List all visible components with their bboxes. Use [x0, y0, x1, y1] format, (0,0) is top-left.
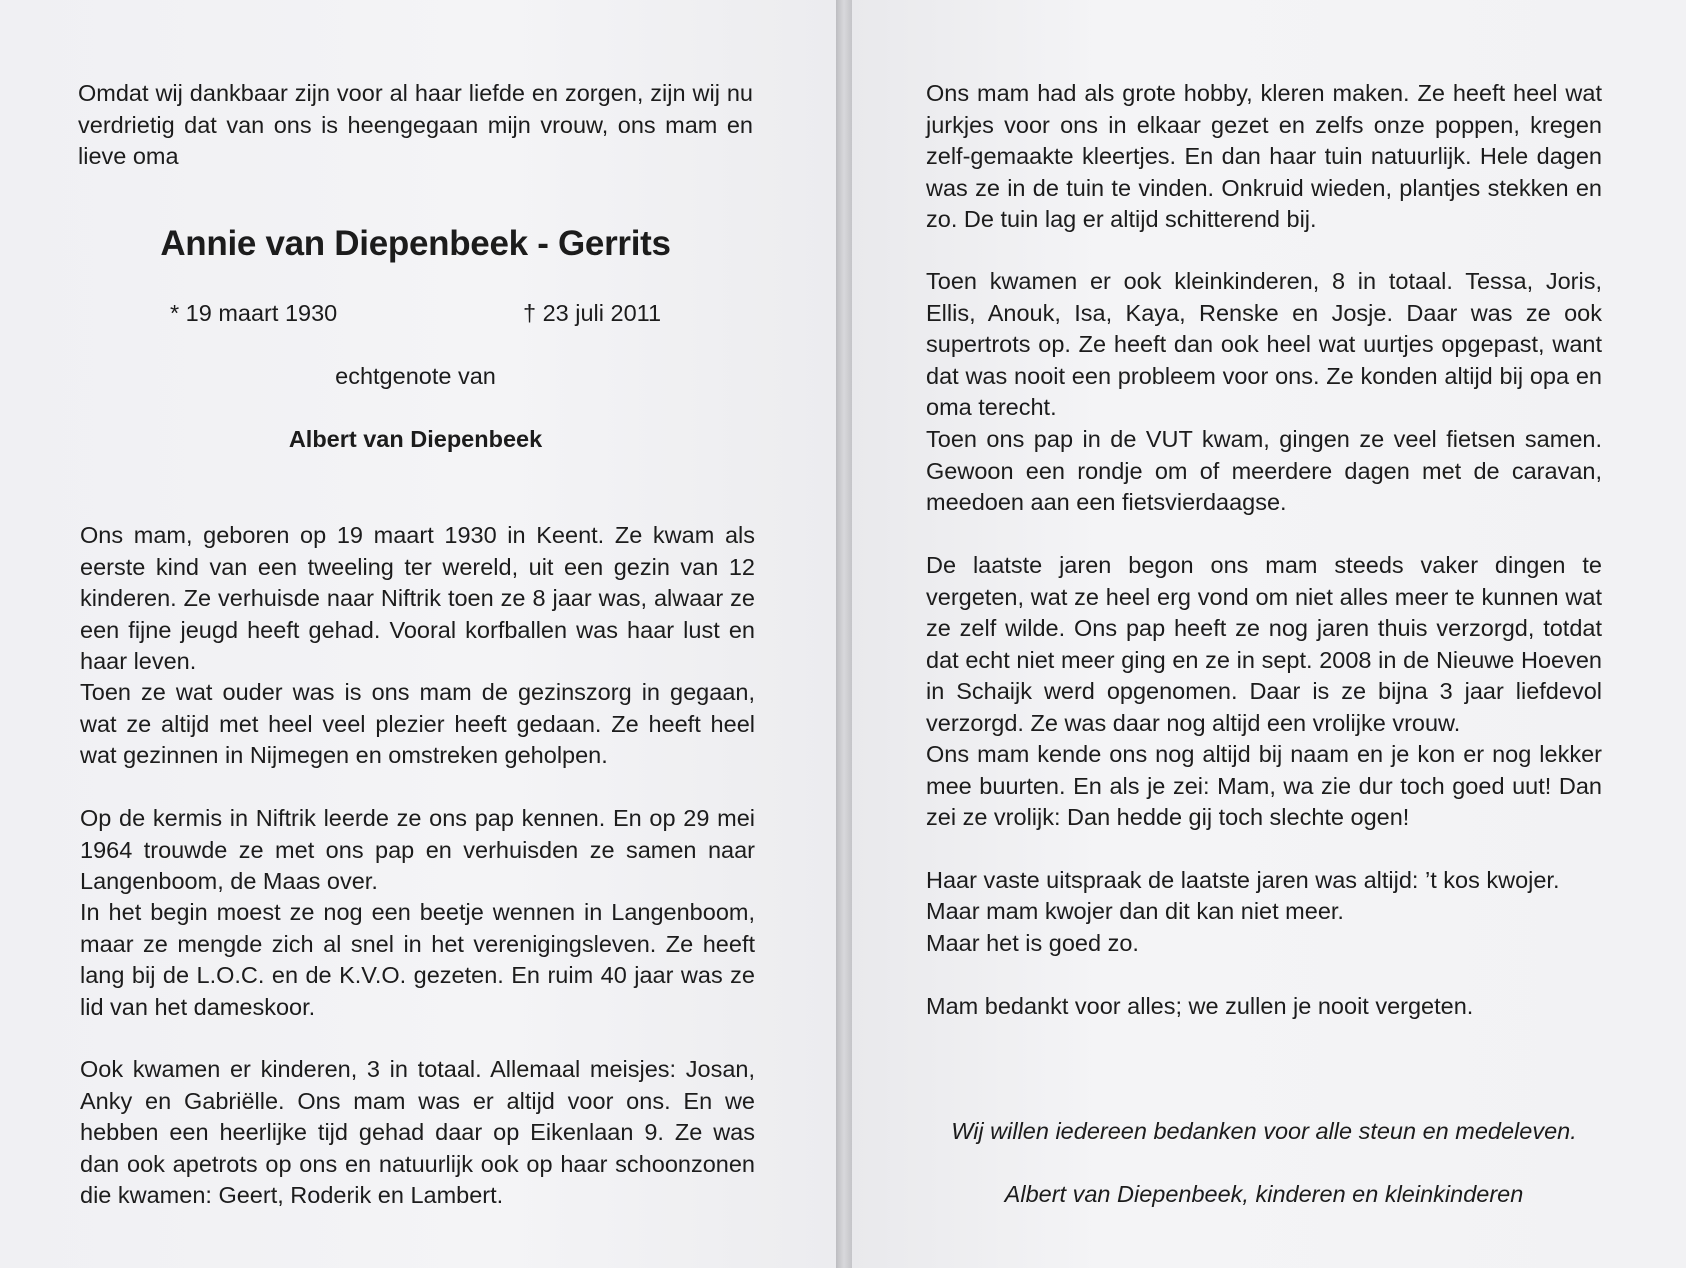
bio-paragraph: Ons mam kende ons nog altijd bij naam en je kon er nog lekker mee buurten. En als je zei: Mam, wa zie dur toch goed uut! Dan zei ze vrolijk: Dan hedde gij toch slechte ogen! — [926, 741, 1602, 830]
farewell-line: Mam bedankt voor alles; we zullen je nooit vergeten. — [926, 993, 1474, 1019]
deceased-name: Annie van Diepenbeek - Gerrits — [160, 224, 671, 263]
spouse-label: echtgenote van — [335, 363, 496, 389]
signature-line: Albert van Diepenbeek, kinderen en kleinkinderen — [1004, 1181, 1524, 1207]
thanks-line: Wij willen iedereen bedanken voor alle steun en medeleven. — [951, 1118, 1577, 1144]
bio-paragraph: Op de kermis in Niftrik leerde ze ons pap kennen. En op 29 mei 1964 trouwde ze met ons pap en verhuisden ze samen naar Langenboom, de Maas over. — [80, 805, 755, 894]
bio-paragraph: Ook kwamen er kinderen, 3 in totaal. Allemaal meisjes: Josan, Anky en Gabriëlle. Ons mam was er altijd voor ons. En we hebben een heerlijke tijd gehad daar op Eikenlaan 9. Ze was dan ook apetrots op ons en natuurlijk ook op haar schoonzonen die kwamen: Geert, Roderik en Lambert. — [80, 1056, 755, 1208]
bio-paragraph: Toen kwamen er ook kleinkinderen, 8 in totaal. Tessa, Joris, Ellis, Anouk, Isa, Kaya, Renske en Josje. Daar was ze ook supertrots op. Ze heeft dan ook heel wat uurtjes opgepast, want dat was nooit een probleem voor ons. Ze konden altijd bij opa en oma terecht. — [926, 268, 1602, 420]
spouse-name: Albert van Diepenbeek — [288, 426, 543, 452]
bio-paragraph: De laatste jaren begon ons mam steeds vaker dingen te vergeten, wat ze heel erg vond om niet alles meer te kunnen wat ze zelf wilde. Ons pap heeft ze nog jaren thuis verzorgd, totdat dat echt niet meer ging en ze in sept. 2008 in de Nieuwe Hoeven in Schaijk werd opgenomen. Daar is ze bijna 3 jaar liefdevol verzorgd. Ze was daar nog altijd een vrolijke vrouw. — [926, 552, 1602, 736]
saying-line: Maar mam kwojer dan dit kan niet meer. — [926, 898, 1344, 924]
bio-paragraph: Ons mam, geboren op 19 maart 1930 in Keent. Ze kwam als eerste kind van een tweeling ter wereld, uit een gezin van 12 kinderen. Ze verhuisde naar Niftrik toen ze 8 jaar was, alwaar ze een fijne jeugd heeft gehad. Vooral korfballen was haar lust en haar leven. — [80, 522, 755, 674]
death-date: † 23 juli 2011 — [523, 300, 662, 326]
bio-paragraph: Ons mam had als grote hobby, kleren maken. Ze heeft heel wat jurkjes voor ons in elkaar gezet en zelfs onze poppen, kregen zelf-gemaakte kleertjes. En dan haar tuin natuurlijk. Hele dagen was ze in de tuin te vinden. Onkruid wieden, plantjes stekken en zo. De tuin lag er altijd schitterend bij. — [926, 80, 1602, 232]
birth-date: * 19 maart 1930 — [170, 300, 338, 326]
intro-text: Omdat wij dankbaar zijn voor al haar liefde en zorgen, zijn wij nu verdrietig dat van ons is heengegaan mijn vrouw, ons mam en lieve oma — [78, 80, 753, 169]
saying-line: Haar vaste uitspraak de laatste jaren was altijd: ’t kos kwojer. — [926, 867, 1560, 893]
bio-paragraph: Toen ons pap in de VUT kwam, gingen ze veel fietsen samen. Gewoon een rondje om of meerdere dagen met de caravan, meedoen aan een fietsvierdaagse. — [926, 426, 1602, 515]
saying-line: Maar het is goed zo. — [926, 930, 1139, 956]
bio-paragraph: Toen ze wat ouder was is ons mam de gezinszorg in gegaan, wat ze altijd met heel veel plezier heeft gedaan. Ze heeft heel wat gezinnen in Nijmegen en omstreken geholpen. — [80, 679, 755, 768]
bio-paragraph: In het begin moest ze nog een beetje wennen in Langenboom, maar ze mengde zich al snel in het verenigingsleven. Ze heeft lang bij de L.O.C. en de K.V.O. gezeten. En ruim 40 jaar was ze lid van het dameskoor. — [80, 899, 755, 1020]
card-fold — [836, 0, 852, 1268]
